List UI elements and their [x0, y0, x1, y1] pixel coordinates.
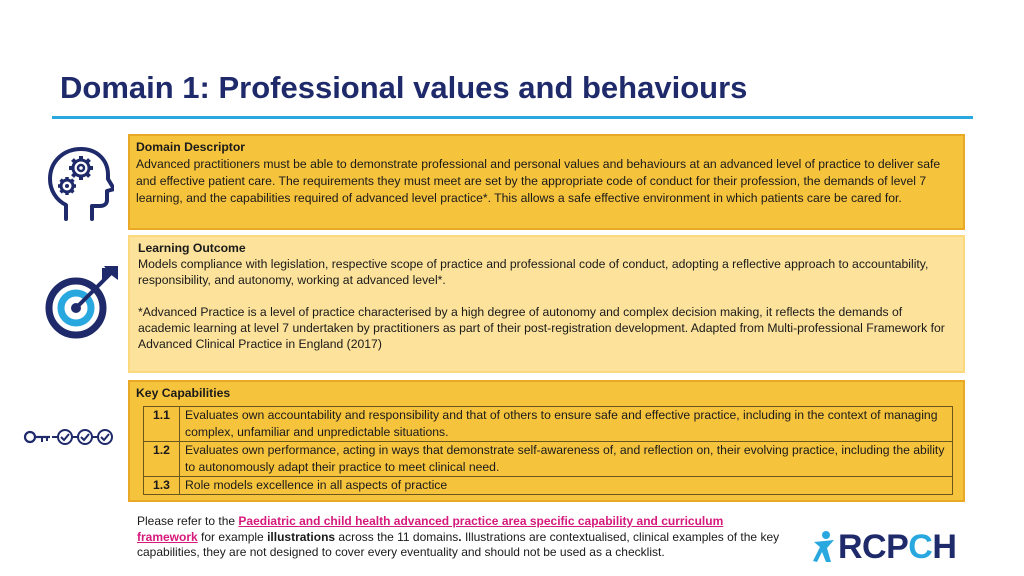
footer-note	[137, 514, 787, 561]
logo-wordmark	[838, 528, 956, 566]
capability-text: Role models excellence in all aspects of practice	[180, 477, 953, 495]
head-gears-icon	[44, 145, 114, 221]
capabilities-heading: Key Capabilities	[136, 386, 231, 400]
capability-number: 1.1	[144, 407, 180, 442]
capability-text: Evaluates own accountability and responsibility and that of others to ensure safe and effective practice, including in the context of managing complex, unfamiliar and unpredictable situations.	[180, 407, 953, 442]
capability-number: 1.3	[144, 477, 180, 495]
table-row	[144, 442, 953, 477]
domain-descriptor-box	[128, 134, 965, 230]
page-title: Domain 1: Professional values and behaviours	[60, 70, 748, 105]
advanced-practice-note: *Advanced Practice is a level of practice characterised by a high degree of autonomy and complex decision making, it reflects the demands of academic learning at level 7 undertaken by practitioners as part of their post-registration development. Adapted from Multi-professional Framework for Advanced Clinical Practice in England (2017)	[138, 305, 945, 351]
footer-prefix: Please refer to the	[137, 514, 239, 528]
title-underline	[52, 116, 973, 119]
footer-illustrations: illustrations	[267, 529, 336, 544]
capability-text: Evaluates own performance, acting in ways that demonstrate self-awareness of, and reflection on, their evolving practice, including the ability to autonomously adapt their practice to meet clinical need.	[180, 442, 953, 477]
outcome-heading: Learning Outcome	[138, 241, 246, 255]
table-row	[144, 407, 953, 442]
key-checks-icon	[22, 424, 122, 450]
logo-text-prefix: RCP	[838, 528, 909, 566]
footer-mid1: for example	[197, 529, 268, 544]
table-row	[144, 477, 953, 495]
learning-outcome-box	[128, 235, 965, 373]
rcpch-logo	[812, 527, 982, 567]
footer-dot: .	[458, 529, 462, 544]
descriptor-heading: Domain Descriptor	[136, 140, 246, 154]
descriptor-text: Advanced practitioners must be able to demonstrate professional and personal values and behaviours at an advanced level of practice to deliver safe and effective patient care. The requirements they must meet are set by the appropriate code of conduct for their profession, the demands of level 7 learning, and the capabilities required of advanced level practice*. This allows a safe effective environment in which patients care be cared for.	[136, 157, 941, 205]
capability-number: 1.2	[144, 442, 180, 477]
target-arrow-icon	[44, 262, 122, 340]
capabilities-table	[143, 406, 953, 495]
outcome-text: Models compliance with legislation, respective scope of practice and professional code of conduct, adopting a reflective approach to accountability, responsibility, and autonomy, working at advanced level*.	[138, 257, 929, 287]
logo-text-suffix: H	[932, 528, 957, 566]
framework-link[interactable]: Paediatric and child health advanced practice area specific capability and curriculum framework	[137, 514, 724, 544]
logo-text-accent: C	[908, 528, 933, 566]
key-capabilities-box	[128, 380, 965, 502]
footer-mid2: across the 11 domains	[335, 529, 459, 544]
footer-suffix: Illustrations are contextualised, clinical examples of the key capabilities, they are not designed to cover every eventuality and should not be used as a checklist.	[137, 529, 780, 559]
logo-figure-icon	[812, 528, 836, 566]
